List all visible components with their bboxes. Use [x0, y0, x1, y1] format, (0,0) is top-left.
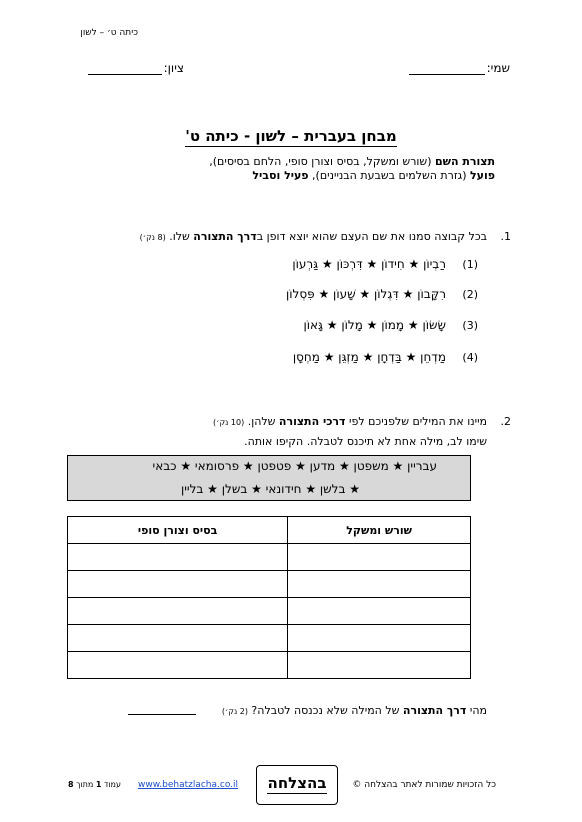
table-cell[interactable]: [288, 652, 471, 679]
q1-text-bold: דרך התצורה: [193, 230, 257, 243]
topic-noun-formation: תצורת השם: [435, 155, 495, 168]
q1-text-part1: בכל קבוצה סמנו את שם העצם שהוא יוצא דופן ב: [256, 230, 487, 243]
table-cell[interactable]: [288, 571, 471, 598]
grade-field[interactable]: [88, 61, 184, 75]
topics-list: [209, 155, 495, 183]
table-row: [68, 652, 471, 679]
q2-points: (10 נק׳): [213, 418, 245, 427]
table-header-row: [68, 517, 471, 544]
topics-line-1: [209, 155, 495, 169]
logo-text: בהצלחה: [267, 773, 327, 792]
q1-instruction: [140, 230, 487, 243]
q2-number: .2: [500, 415, 511, 428]
topic-verb: פועל: [470, 169, 495, 182]
header-base-suffix: בסיס וצורן סופי: [68, 517, 288, 544]
q1-group-1: [292, 257, 478, 271]
q2-text-part2: שלהן.: [244, 415, 279, 428]
page-total: 8: [68, 780, 74, 789]
q1-group-4: [293, 350, 478, 364]
q2-text-part1: מיינו את המילים שלפניכם לפי: [345, 415, 487, 428]
group-words[interactable]: רִקָּבוֹן ★ דִּגְלוֹן ★ שָׁעוֹן ★ פִּסְלוֹן: [286, 287, 446, 301]
sorting-table: [67, 516, 471, 679]
topic-verb-detail: (גזרת השלמים בשבעת הבניינים),: [308, 169, 470, 182]
table-cell[interactable]: [288, 544, 471, 571]
table-cell[interactable]: [68, 571, 288, 598]
footer-copyright: כל הזכויות שמורות לאתר בהצלחה ©: [352, 780, 496, 790]
table-cell[interactable]: [68, 598, 288, 625]
word-bank-line-2[interactable]: ★ בלשן ★ חידונאי ★ בשלן ★ בליין: [180, 482, 360, 496]
q3-points: (2 נק׳): [221, 707, 248, 716]
footer-page-number: [68, 780, 121, 789]
q2-subtext: שימו לב, מילה אחת לא תיכנס לטבלה. הקיפו אותה.: [244, 435, 487, 448]
grade-blank-line[interactable]: [88, 62, 162, 75]
word-bank-line-1[interactable]: עבריין ★ משפטן ★ מדען ★ פטפטן ★ פרסומאי ★ כבאי: [152, 459, 437, 473]
topic-active-passive: פעיל וסביל: [252, 169, 309, 182]
footer-website-link[interactable]: www.behatzlacha.co.il: [138, 780, 239, 790]
q1-number: .1: [500, 230, 511, 243]
q3-text-part2: של המילה שלא נכנסה לטבלה?: [247, 704, 403, 717]
table-cell[interactable]: [68, 625, 288, 652]
name-blank-line[interactable]: [409, 62, 485, 75]
name-label: שמי:: [486, 61, 510, 75]
behatzlacha-logo: [256, 765, 338, 805]
group-words[interactable]: מַדְחֵן ★ בַּדְחָן ★ מַזְגֵּן ★ מַחְסָן: [292, 350, 446, 364]
page-title-wrap: [0, 127, 582, 145]
q3-text-part1: מהי: [466, 704, 487, 717]
group-number: (4): [462, 350, 478, 364]
group-number: (1): [462, 257, 478, 271]
grade-label: ציון:: [163, 61, 184, 75]
table-cell[interactable]: [68, 652, 288, 679]
logo-underline: [267, 793, 327, 796]
q2-instruction: [213, 415, 487, 428]
page-mid: מתוך: [73, 780, 96, 789]
page-title: מבחן בעברית – לשון - כיתה ט': [185, 127, 397, 145]
table-row: [68, 625, 471, 652]
name-field[interactable]: [409, 61, 510, 75]
q3-text-bold: דרך התצורה: [402, 704, 467, 717]
table-row: [68, 571, 471, 598]
group-words[interactable]: רַבְיוֹן ★ חִידוֹן ★ דִּרְכּוֹן ★ גַּרְעוֹן: [292, 257, 446, 271]
q1-group-3: [303, 318, 478, 332]
table-row: [68, 598, 471, 625]
q3-answer-line[interactable]: [128, 714, 196, 715]
q1-group-2: [286, 287, 478, 301]
group-number: (3): [462, 318, 478, 332]
page-current: 1: [95, 780, 102, 789]
table-cell[interactable]: [288, 598, 471, 625]
header-root-pattern: שורש ומשקל: [288, 517, 471, 544]
table-cell[interactable]: [68, 544, 288, 571]
q1-points: (8 נק׳): [139, 233, 166, 242]
topics-line-2: [209, 169, 495, 183]
table-cell[interactable]: [288, 625, 471, 652]
header-class-label: כיתה ט׳ – לשון: [80, 28, 138, 38]
page-prefix: עמוד: [101, 780, 121, 789]
group-number: (2): [462, 287, 478, 301]
group-words[interactable]: שָׂשׂוֹן ★ מָמוֹן ★ מָלוֹן ★ גָּאוֹן: [303, 318, 446, 332]
q2-text-bold: דרכי התצורה: [278, 415, 346, 428]
q3-question: [222, 704, 487, 717]
q1-text-part2: שלו.: [165, 230, 194, 243]
word-bank-box: [67, 455, 471, 501]
table-row: [68, 544, 471, 571]
topic-noun-formation-detail: (שורש ומשקל, בסיס וצורן סופי, הלחם בסיסים),: [209, 155, 435, 168]
